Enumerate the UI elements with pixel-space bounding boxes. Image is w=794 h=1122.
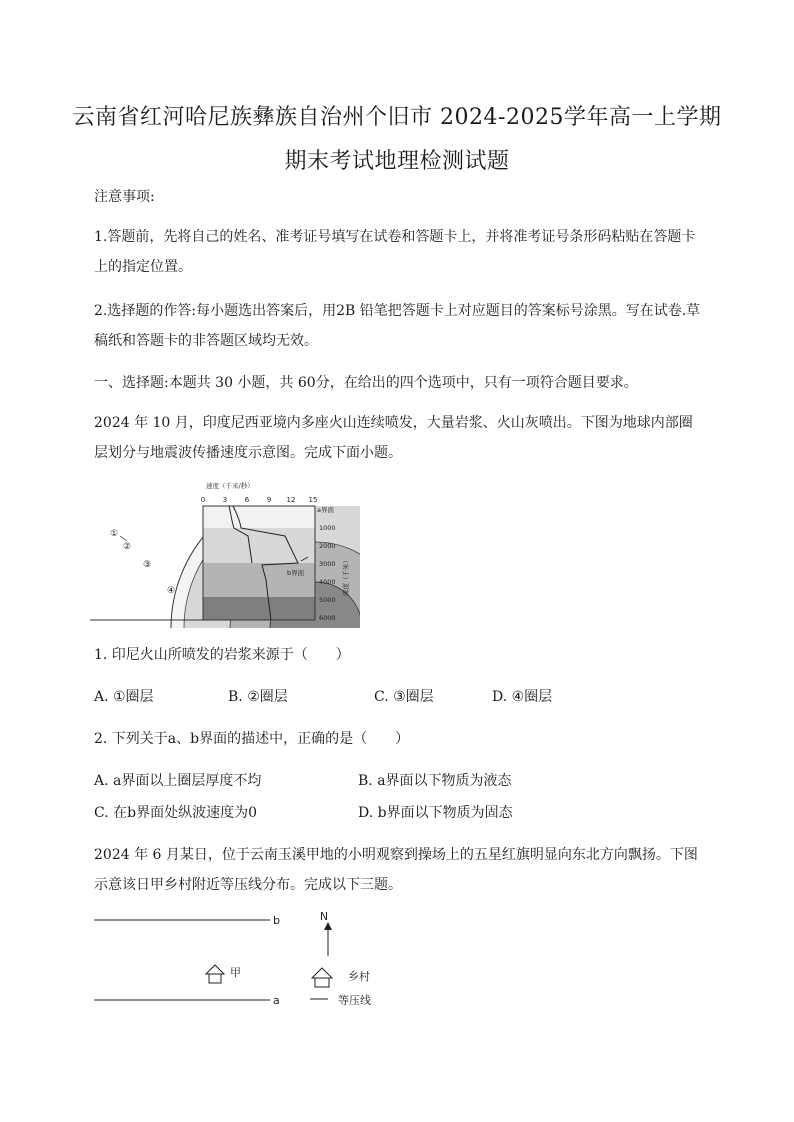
a-interface-label: a界面	[317, 506, 334, 514]
passage-1: 2024 年 10 月，印度尼西亚境内多座火山连续喷发，大量岩浆、火山灰喷出。下图为地球内部圈层划分与地震波传播速度示意图。完成下面小题。	[94, 415, 693, 461]
depth-tick: 2000	[319, 542, 336, 550]
isobar-a-label: a	[273, 994, 280, 1007]
speed-tick: 15	[308, 496, 318, 504]
question-2-option-c: C. 在b界面处纵波速度为0	[94, 805, 257, 821]
depth-tick: 1000	[319, 524, 336, 532]
place-jia-label: 甲	[230, 966, 241, 979]
layer-label-3: ③	[143, 560, 152, 570]
speed-tick: 3	[222, 496, 228, 504]
speed-axis-label: 速度（千米/秒）	[206, 482, 254, 490]
speed-tick: 6	[244, 496, 250, 504]
legend-village-icon	[312, 968, 332, 987]
page-title-line1: 云南省红河哈尼族彝族自治州个旧市 2024-2025学年高一上学期	[72, 105, 722, 130]
page-title-line2: 期末考试地理检测试题	[284, 149, 510, 174]
north-arrow-head-icon	[324, 922, 332, 930]
layer-label-2: ②	[123, 542, 132, 552]
question-2-option-b: B. a界面以下物质为液态	[358, 773, 512, 789]
legend-village-label: 乡村	[348, 970, 370, 983]
question-1-option-b: B. ②圈层	[228, 689, 288, 705]
isobar-b-label: b	[273, 914, 280, 927]
speed-tick: 9	[266, 496, 272, 504]
question-1-stem: 1. 印尼火山所喷发的岩浆来源于（ ）	[94, 647, 350, 663]
question-2-option-a: A. a界面以上圈层厚度不均	[94, 773, 262, 789]
notice-item-2: 2.选择题的作答:每小题选出答案后，用2B 铅笔把答题卡上对应题目的答案标号涂黑。写在试卷.草稿纸和答题卡的非答题区域均无效。	[94, 303, 701, 349]
layer-label-4: ④	[167, 586, 176, 596]
speed-tick: 0	[200, 496, 206, 504]
question-1-option-c: C. ③圈层	[374, 689, 434, 705]
isobar-figure	[90, 906, 390, 1010]
depth-tick: 5000	[319, 596, 336, 604]
question-1-option-d: D. ④圈层	[492, 689, 553, 705]
notice-heading: 注意事项:	[94, 189, 155, 205]
section-heading: 一、选择题:本题共 30 小题，共 60分，在给出的四个选项中，只有一项符合题目要求。	[94, 375, 638, 391]
notice-item-1: 1.答题前，先将自己的姓名、准考证号填写在试卷和答题卡上，并将准考证号条形码粘贴在答题卡上的指定位置。	[94, 229, 696, 275]
depth-axis-label: 深度（千米）	[342, 557, 350, 596]
question-1-option-a: A. ①圈层	[94, 689, 154, 705]
legend-isobar-label: 等压线	[338, 994, 371, 1007]
earth-interior-figure	[90, 478, 360, 628]
speed-tick: 12	[286, 496, 296, 504]
question-2-option-d: D. b界面以下物质为固态	[358, 805, 513, 821]
layer-label-1: ①	[110, 529, 119, 539]
b-interface-label: b界面	[287, 569, 305, 577]
depth-tick: 6000	[319, 614, 336, 622]
depth-tick: 4000	[319, 578, 336, 586]
depth-tick: 3000	[319, 560, 336, 568]
north-label: N	[319, 910, 329, 923]
passage-2: 2024 年 6 月某日，位于云南玉溪甲地的小明观察到操场上的五星红旗明显向东北方向飘扬。下图示意该日甲乡村附近等压线分布。完成以下三题。	[94, 847, 698, 893]
village-icon	[206, 965, 224, 983]
question-2-stem: 2. 下列关于a、b界面的描述中，正确的是（ ）	[94, 731, 410, 747]
